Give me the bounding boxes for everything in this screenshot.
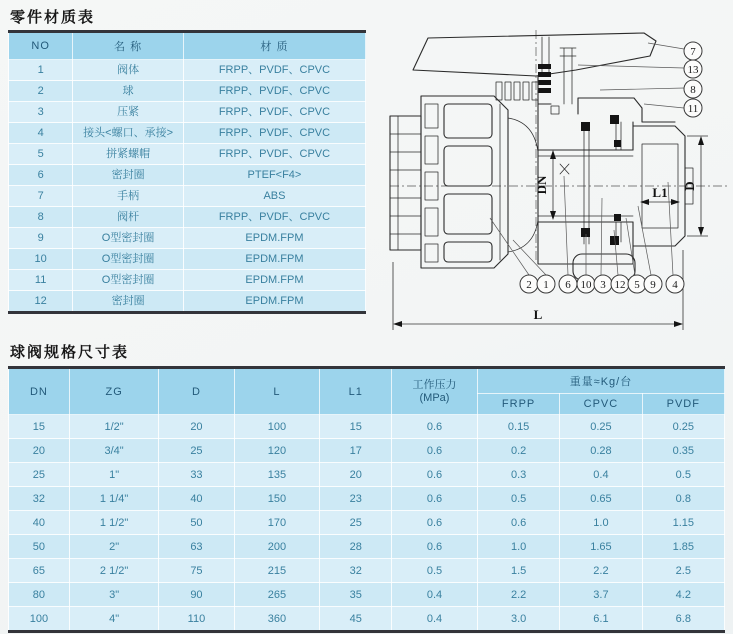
table-cell: 1.0 xyxy=(477,535,559,559)
table-cell: 8 xyxy=(9,207,73,228)
pressure-unit-label: (MPa) xyxy=(419,391,450,404)
seal-rings xyxy=(581,115,621,245)
table-cell: 265 xyxy=(234,583,320,607)
table-cell: 100 xyxy=(234,415,320,439)
table-row xyxy=(9,559,725,583)
callout-8 xyxy=(684,80,702,98)
table-cell: 0.6 xyxy=(392,415,478,439)
col-header-l: L xyxy=(234,368,320,415)
table-cell: 3/4" xyxy=(69,439,159,463)
table-cell: 1.15 xyxy=(642,511,724,535)
callout-1 xyxy=(537,275,555,293)
table-cell: 80 xyxy=(9,583,70,607)
table-cell: EPDM.FPM xyxy=(183,291,365,313)
table-cell: 1" xyxy=(69,463,159,487)
materials-header-row xyxy=(9,32,366,60)
col-header-l1: L1 xyxy=(320,368,392,415)
table-cell: 7 xyxy=(9,186,73,207)
table-cell: 密封圈 xyxy=(73,291,184,313)
table-cell: 3.7 xyxy=(560,583,642,607)
table-cell: 50 xyxy=(159,511,234,535)
table-cell: 1/2" xyxy=(69,415,159,439)
table-cell: 密封圈 xyxy=(73,165,184,186)
table-cell: 压紧 xyxy=(73,102,184,123)
table-cell: 215 xyxy=(234,559,320,583)
table-cell: 15 xyxy=(9,415,70,439)
callout-13-label: 13 xyxy=(687,64,699,76)
table-row xyxy=(9,81,366,102)
table-cell: 20 xyxy=(320,463,392,487)
materials-table-title: 零件材质表 xyxy=(10,9,96,26)
table-cell: 5 xyxy=(9,144,73,165)
table-cell: 25 xyxy=(320,511,392,535)
table-cell: 120 xyxy=(234,439,320,463)
table-cell: 20 xyxy=(159,415,234,439)
callout-13 xyxy=(684,60,702,78)
dim-label-l: L xyxy=(533,307,543,322)
table-cell: EPDM.FPM xyxy=(183,270,365,291)
table-row xyxy=(9,123,366,144)
col-header-cpvc: CPVC xyxy=(560,394,642,415)
table-cell: 4.2 xyxy=(642,583,724,607)
table-cell: 25 xyxy=(9,463,70,487)
table-cell: FRPP、PVDF、CPVC xyxy=(183,60,365,81)
table-cell: EPDM.FPM xyxy=(183,249,365,270)
table-cell: 63 xyxy=(159,535,234,559)
table-cell: O型密封圈 xyxy=(73,228,184,249)
table-cell: 100 xyxy=(9,607,70,632)
table-cell: 手柄 xyxy=(73,186,184,207)
table-cell: 0.6 xyxy=(392,535,478,559)
table-cell: 1.5 xyxy=(477,559,559,583)
table-row xyxy=(9,291,366,313)
table-cell: 23 xyxy=(320,487,392,511)
table-cell: 4" xyxy=(69,607,159,632)
callout-3-label: 3 xyxy=(600,279,606,291)
table-cell: 0.6 xyxy=(477,511,559,535)
table-cell: O型密封圈 xyxy=(73,249,184,270)
table-cell: 65 xyxy=(9,559,70,583)
table-cell: 阀杆 xyxy=(73,207,184,228)
table-cell: 20 xyxy=(9,439,70,463)
dim-label-d: D xyxy=(682,181,697,191)
callout-10-label: 10 xyxy=(580,279,592,291)
callout-3 xyxy=(594,275,612,293)
callout-8-label: 8 xyxy=(690,84,696,96)
table-cell: 25 xyxy=(159,439,234,463)
table-cell: 0.15 xyxy=(477,415,559,439)
table-cell: 0.3 xyxy=(477,463,559,487)
dimension-dn xyxy=(534,150,556,220)
table-cell: FRPP、PVDF、CPVC xyxy=(183,207,365,228)
callout-6 xyxy=(559,275,577,293)
table-row xyxy=(9,102,366,123)
table-row xyxy=(9,415,725,439)
table-cell: 75 xyxy=(159,559,234,583)
callout-2-label: 2 xyxy=(526,279,532,291)
table-cell: 0.6 xyxy=(392,511,478,535)
callout-11-label: 11 xyxy=(687,103,699,115)
table-cell: 球 xyxy=(73,81,184,102)
table-cell: 0.5 xyxy=(642,463,724,487)
callout-5-label: 5 xyxy=(634,279,640,291)
table-cell: 0.4 xyxy=(392,583,478,607)
table-cell: 2.2 xyxy=(560,559,642,583)
table-cell: 4 xyxy=(9,123,73,144)
table-cell: 1.0 xyxy=(560,511,642,535)
table-row xyxy=(9,439,725,463)
table-cell: 90 xyxy=(159,583,234,607)
table-cell: 1 1/2" xyxy=(69,511,159,535)
stem-detail xyxy=(496,64,559,114)
union-nut xyxy=(421,96,508,268)
table-cell: 2 1/2" xyxy=(69,559,159,583)
table-cell: 6 xyxy=(9,165,73,186)
table-row xyxy=(9,511,725,535)
table-cell: FRPP、PVDF、CPVC xyxy=(183,81,365,102)
table-cell: 0.6 xyxy=(392,439,478,463)
table-cell: FRPP、PVDF、CPVC xyxy=(183,123,365,144)
callout-4-label: 4 xyxy=(672,279,678,291)
callout-6-label: 6 xyxy=(565,279,571,291)
table-cell: 1 1/4" xyxy=(69,487,159,511)
table-cell: ABS xyxy=(183,186,365,207)
table-cell: 110 xyxy=(159,607,234,632)
callout-12 xyxy=(611,275,629,293)
table-cell: 3" xyxy=(69,583,159,607)
table-cell: 0.6 xyxy=(392,463,478,487)
callout-5 xyxy=(628,275,646,293)
table-cell: 45 xyxy=(320,607,392,632)
table-cell: 6.8 xyxy=(642,607,724,632)
callout-9 xyxy=(644,275,662,293)
table-cell: 0.25 xyxy=(560,415,642,439)
table-row xyxy=(9,583,725,607)
table-cell: 拼紧螺帽 xyxy=(73,144,184,165)
col-header-frpp: FRPP xyxy=(477,394,559,415)
table-cell: 40 xyxy=(9,511,70,535)
callout-9-label: 9 xyxy=(650,279,656,291)
table-cell: 阀体 xyxy=(73,60,184,81)
table-cell: 10 xyxy=(9,249,73,270)
table-cell: 0.8 xyxy=(642,487,724,511)
table-row xyxy=(9,270,366,291)
table-cell: 0.28 xyxy=(560,439,642,463)
handle-outline xyxy=(413,33,656,104)
table-row xyxy=(9,144,366,165)
table-cell: 0.4 xyxy=(560,463,642,487)
table-cell: 2.5 xyxy=(642,559,724,583)
table-cell: 15 xyxy=(320,415,392,439)
col-header-material: 材 质 xyxy=(183,32,365,60)
dim-label-dn: DN xyxy=(534,175,549,195)
col-header-pvdf: PVDF xyxy=(642,394,724,415)
table-cell: 0.4 xyxy=(392,607,478,632)
col-header-dn: DN xyxy=(9,368,70,415)
callout-11 xyxy=(684,99,702,117)
callout-1-label: 1 xyxy=(543,279,549,291)
table-cell: 35 xyxy=(320,583,392,607)
table-cell: 360 xyxy=(234,607,320,632)
table-cell: 150 xyxy=(234,487,320,511)
table-cell: 11 xyxy=(9,270,73,291)
table-cell: 0.35 xyxy=(642,439,724,463)
table-cell: FRPP、PVDF、CPVC xyxy=(183,102,365,123)
left-pipe-stub xyxy=(390,116,421,250)
table-cell: 50 xyxy=(9,535,70,559)
col-header-d: D xyxy=(159,368,234,415)
table-cell: 32 xyxy=(320,559,392,583)
table-cell: 3 xyxy=(9,102,73,123)
table-cell: 1.65 xyxy=(560,535,642,559)
table-cell: 2.2 xyxy=(477,583,559,607)
callout-10 xyxy=(577,275,595,293)
table-row xyxy=(9,165,366,186)
table-cell: EPDM.FPM xyxy=(183,228,365,249)
callout-12-label: 12 xyxy=(614,279,626,291)
table-row xyxy=(9,535,725,559)
col-header-zg: ZG xyxy=(69,368,159,415)
table-cell: 0.5 xyxy=(477,487,559,511)
table-cell: 0.5 xyxy=(392,559,478,583)
table-cell: PTEF<F4> xyxy=(183,165,365,186)
table-cell: 12 xyxy=(9,291,73,313)
table-cell: 40 xyxy=(159,487,234,511)
table-cell: 3.0 xyxy=(477,607,559,632)
spec-table-body xyxy=(9,415,725,632)
table-cell: 0.25 xyxy=(642,415,724,439)
table-cell: FRPP、PVDF、CPVC xyxy=(183,144,365,165)
table-cell: 接头<螺口、承接> xyxy=(73,123,184,144)
table-cell: 9 xyxy=(9,228,73,249)
table-row xyxy=(9,228,366,249)
callout-7-label: 7 xyxy=(690,46,696,58)
materials-table xyxy=(8,30,366,314)
callout-leaders-bottom xyxy=(490,176,673,275)
bonnet-collar xyxy=(578,98,675,122)
table-cell: 6.1 xyxy=(560,607,642,632)
table-cell: 2" xyxy=(69,535,159,559)
spec-header-row-1 xyxy=(9,368,725,394)
callout-2 xyxy=(520,275,538,293)
callout-4 xyxy=(666,275,684,293)
table-cell: 17 xyxy=(320,439,392,463)
col-header-pressure xyxy=(392,368,478,415)
table-row xyxy=(9,487,725,511)
dim-label-l1: L1 xyxy=(652,185,668,200)
table-cell: 200 xyxy=(234,535,320,559)
table-row xyxy=(9,249,366,270)
table-cell: 33 xyxy=(159,463,234,487)
table-cell: 0.6 xyxy=(392,487,478,511)
table-cell: 1.85 xyxy=(642,535,724,559)
table-row xyxy=(9,60,366,81)
table-row xyxy=(9,463,725,487)
spec-table-title: 球阀规格尺寸表 xyxy=(10,344,130,361)
table-row xyxy=(9,186,366,207)
table-cell: 32 xyxy=(9,487,70,511)
table-row xyxy=(9,207,366,228)
table-cell: 0.2 xyxy=(477,439,559,463)
table-cell: 135 xyxy=(234,463,320,487)
valve-cross-section-diagram xyxy=(388,18,731,343)
table-cell: 28 xyxy=(320,535,392,559)
callout-7 xyxy=(684,42,702,60)
table-cell: 1 xyxy=(9,60,73,81)
col-header-no: NO xyxy=(9,32,73,60)
table-cell: 2 xyxy=(9,81,73,102)
table-cell: 170 xyxy=(234,511,320,535)
materials-table-body xyxy=(9,60,366,313)
table-row xyxy=(9,607,725,632)
table-cell: O型密封圈 xyxy=(73,270,184,291)
pressure-label: 工作压力 xyxy=(412,378,457,391)
dimension-l1 xyxy=(640,185,680,205)
spec-table xyxy=(8,366,725,633)
table-cell: 0.65 xyxy=(560,487,642,511)
col-header-name: 名 称 xyxy=(73,32,184,60)
col-header-weight-group: 重量≈Kg/台 xyxy=(477,368,724,394)
